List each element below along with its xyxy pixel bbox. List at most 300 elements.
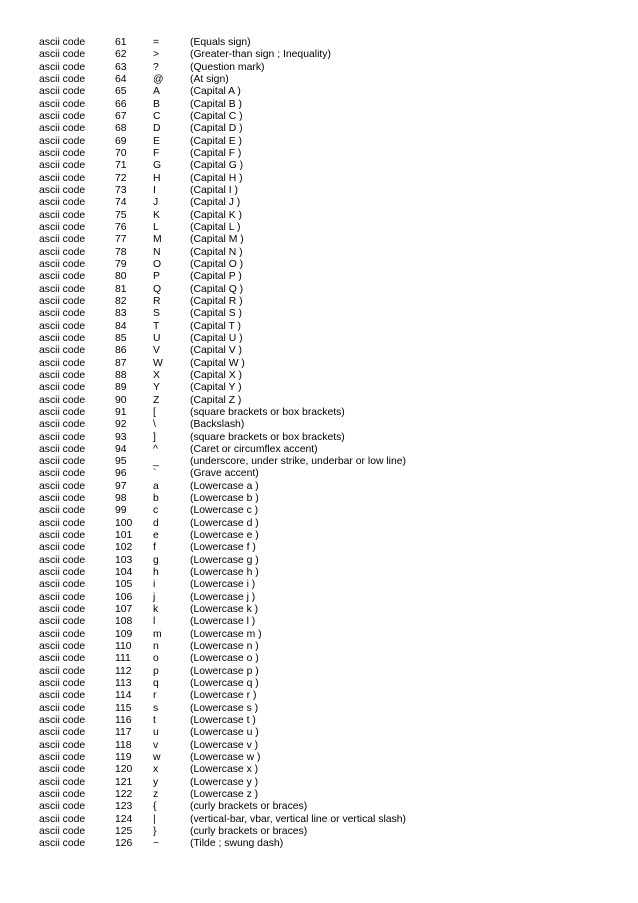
row-label: ascii code (39, 49, 86, 61)
ascii-table (0, 37, 638, 851)
ascii-character: l (153, 616, 156, 628)
row-label: ascii code (39, 258, 86, 270)
table-row (0, 555, 638, 567)
ascii-code-value: 82 (115, 295, 127, 307)
row-label: ascii code (39, 61, 86, 73)
ascii-character: a (153, 480, 159, 492)
table-row (0, 493, 638, 505)
table-row (0, 764, 638, 776)
ascii-character: \ (153, 419, 156, 431)
table-row (0, 604, 638, 616)
table-row (0, 49, 638, 61)
ascii-code-value: 123 (115, 801, 133, 813)
table-row (0, 752, 638, 764)
ascii-character: ~ (153, 838, 160, 850)
ascii-character: O (153, 258, 162, 270)
table-row (0, 579, 638, 591)
table-row (0, 678, 638, 690)
row-label: ascii code (39, 665, 86, 677)
ascii-character: j (153, 591, 156, 603)
ascii-character: ^ (153, 443, 158, 455)
character-description: (Capital I ) (190, 184, 238, 196)
row-label: ascii code (39, 271, 86, 283)
character-description: (Capital C ) (190, 110, 243, 122)
table-row (0, 592, 638, 604)
ascii-code-value: 115 (115, 702, 132, 714)
table-row (0, 530, 638, 542)
ascii-character: P (153, 271, 160, 283)
ascii-code-value: 108 (115, 616, 133, 628)
character-description: (Capital X ) (190, 369, 242, 381)
ascii-code-value: 111 (115, 653, 131, 665)
table-row (0, 518, 638, 530)
ascii-code-value: 87 (115, 357, 127, 369)
ascii-character: f (153, 542, 156, 554)
ascii-character: y (153, 776, 159, 788)
table-row (0, 271, 638, 283)
ascii-character: | (153, 813, 156, 825)
row-label: ascii code (39, 653, 86, 665)
ascii-character: o (153, 653, 159, 665)
character-description: (Capital W ) (190, 357, 245, 369)
table-row (0, 99, 638, 111)
table-row (0, 838, 638, 850)
character-description: (Lowercase d ) (190, 517, 259, 529)
row-label: ascii code (39, 554, 86, 566)
ascii-character: w (153, 752, 161, 764)
ascii-character: S (153, 308, 160, 320)
ascii-character: q (153, 678, 159, 690)
ascii-code-value: 124 (115, 813, 133, 825)
row-label: ascii code (39, 690, 86, 702)
ascii-code-value: 85 (115, 332, 127, 344)
row-label: ascii code (39, 838, 86, 850)
table-row (0, 777, 638, 789)
ascii-character: n (153, 641, 159, 653)
ascii-character: { (153, 801, 157, 813)
table-row (0, 641, 638, 653)
character-description: (Question mark) (190, 61, 265, 73)
ascii-character: t (153, 715, 156, 727)
table-row (0, 727, 638, 739)
row-label: ascii code (39, 801, 86, 813)
table-row (0, 789, 638, 801)
row-label: ascii code (39, 37, 86, 48)
table-row (0, 456, 638, 468)
ascii-code-value: 106 (115, 591, 133, 603)
character-description: (Lowercase e ) (190, 530, 259, 542)
table-row (0, 308, 638, 320)
table-row (0, 222, 638, 234)
row-label: ascii code (39, 110, 86, 122)
ascii-character: Z (153, 394, 160, 406)
character-description: (Capital H ) (190, 172, 243, 184)
character-description: (Capital K ) (190, 209, 242, 221)
ascii-code-value: 119 (115, 752, 132, 764)
ascii-character: J (153, 197, 159, 209)
row-label: ascii code (39, 209, 86, 221)
table-row (0, 136, 638, 148)
row-label: ascii code (39, 221, 86, 233)
table-row (0, 481, 638, 493)
character-description: (Lowercase g ) (190, 554, 259, 566)
character-description: (Lowercase z ) (190, 789, 259, 801)
ascii-code-value: 72 (115, 172, 127, 184)
character-description: (curly brackets or braces) (190, 801, 308, 813)
row-label: ascii code (39, 456, 86, 468)
character-description: (Lowercase h ) (190, 567, 259, 579)
ascii-character: F (153, 147, 160, 159)
ascii-code-value: 98 (115, 493, 127, 505)
row-label: ascii code (39, 246, 86, 258)
ascii-code-value: 117 (115, 727, 132, 739)
row-label: ascii code (39, 86, 86, 98)
ascii-character: U (153, 332, 161, 344)
ascii-character: H (153, 172, 161, 184)
ascii-character: D (153, 123, 161, 135)
row-label: ascii code (39, 530, 86, 542)
ascii-character: ? (153, 61, 159, 73)
table-row (0, 407, 638, 419)
character-description: (Backslash) (190, 419, 245, 431)
ascii-character: V (153, 345, 160, 357)
ascii-code-value: 125 (115, 826, 133, 837)
table-row (0, 468, 638, 480)
character-description: (Equals sign) (190, 37, 251, 48)
table-row (0, 690, 638, 702)
character-description: (Lowercase l ) (190, 616, 256, 628)
table-row (0, 86, 638, 98)
row-label: ascii code (39, 172, 86, 184)
character-description: (Capital A ) (190, 86, 241, 98)
character-description: (Caret or circumflex accent) (190, 443, 318, 455)
ascii-character: s (153, 702, 159, 714)
row-label: ascii code (39, 727, 86, 739)
character-description: (Lowercase u ) (190, 727, 259, 739)
ascii-code-value: 74 (115, 197, 127, 209)
ascii-code-value: 122 (115, 789, 133, 801)
row-label: ascii code (39, 123, 86, 135)
ascii-code-value: 62 (115, 49, 127, 61)
table-row (0, 666, 638, 678)
character-description: (Lowercase k ) (190, 604, 259, 616)
character-description: (Lowercase c ) (190, 505, 259, 517)
character-description: (At sign) (190, 73, 229, 85)
ascii-character: p (153, 665, 159, 677)
ascii-code-value: 90 (115, 394, 127, 406)
table-row (0, 345, 638, 357)
ascii-character: d (153, 517, 159, 529)
table-row (0, 37, 638, 49)
ascii-character: E (153, 135, 160, 147)
character-description: (Capital P ) (190, 271, 242, 283)
ascii-code-value: 77 (115, 234, 127, 246)
character-description: (curly brackets or braces) (190, 826, 308, 837)
row-label: ascii code (39, 789, 86, 801)
ascii-character: @ (153, 73, 164, 85)
table-row (0, 123, 638, 135)
table-row (0, 444, 638, 456)
ascii-code-value: 61 (115, 37, 127, 48)
row-label: ascii code (39, 320, 86, 332)
ascii-character: R (153, 295, 161, 307)
row-label: ascii code (39, 197, 86, 209)
row-label: ascii code (39, 715, 86, 727)
character-description: (Capital T ) (190, 320, 242, 332)
ascii-code-value: 99 (115, 505, 127, 517)
character-description: (Lowercase x ) (190, 764, 259, 776)
table-row (0, 284, 638, 296)
table-row (0, 629, 638, 641)
character-description: (Capital E ) (190, 135, 242, 147)
ascii-code-value: 83 (115, 308, 127, 320)
ascii-code-value: 78 (115, 246, 127, 258)
ascii-character: = (153, 37, 160, 48)
table-row (0, 197, 638, 209)
ascii-code-value: 114 (115, 690, 132, 702)
ascii-character: C (153, 110, 161, 122)
ascii-character: I (153, 184, 156, 196)
ascii-character: v (153, 739, 159, 751)
ascii-character: X (153, 369, 160, 381)
character-description: (Capital Q ) (190, 283, 244, 295)
ascii-code-value: 68 (115, 123, 127, 135)
ascii-code-value: 104 (115, 567, 133, 579)
character-description: (Greater-than sign ; Inequality) (190, 49, 331, 61)
row-label: ascii code (39, 579, 86, 591)
character-description: (Lowercase s ) (190, 702, 259, 714)
table-row (0, 505, 638, 517)
ascii-character: c (153, 505, 159, 517)
ascii-character: b (153, 493, 159, 505)
table-row (0, 419, 638, 431)
character-description: (Lowercase t ) (190, 715, 256, 727)
ascii-character: u (153, 727, 159, 739)
character-description: (Capital N ) (190, 246, 243, 258)
character-description: (Capital R ) (190, 295, 243, 307)
table-row (0, 62, 638, 74)
table-row (0, 148, 638, 160)
table-row (0, 259, 638, 271)
ascii-character: N (153, 246, 161, 258)
ascii-code-value: 96 (115, 468, 127, 480)
ascii-character: r (153, 690, 157, 702)
character-description: (Lowercase w ) (190, 752, 261, 764)
ascii-character: W (153, 357, 163, 369)
row-label: ascii code (39, 739, 86, 751)
character-description: (Lowercase q ) (190, 678, 259, 690)
row-label: ascii code (39, 332, 86, 344)
table-row (0, 542, 638, 554)
row-label: ascii code (39, 406, 86, 418)
ascii-code-value: 81 (115, 283, 127, 295)
ascii-code-value: 101 (115, 530, 133, 542)
row-label: ascii code (39, 295, 86, 307)
ascii-character: e (153, 530, 159, 542)
ascii-code-value: 75 (115, 209, 127, 221)
row-label: ascii code (39, 369, 86, 381)
table-row (0, 247, 638, 259)
ascii-code-value: 84 (115, 320, 127, 332)
ascii-code-value: 110 (115, 641, 132, 653)
table-row (0, 333, 638, 345)
character-description: (Lowercase p ) (190, 665, 259, 677)
ascii-character: T (153, 320, 160, 332)
character-description: (Lowercase n ) (190, 641, 259, 653)
ascii-code-value: 91 (115, 406, 127, 418)
ascii-code-value: 93 (115, 431, 127, 443)
ascii-character: [ (153, 406, 156, 418)
table-row (0, 395, 638, 407)
ascii-character: i (153, 579, 156, 591)
table-row (0, 74, 638, 86)
character-description: (Lowercase i ) (190, 579, 256, 591)
character-description: (Capital L ) (190, 221, 241, 233)
row-label: ascii code (39, 357, 86, 369)
table-row (0, 173, 638, 185)
row-label: ascii code (39, 591, 86, 603)
ascii-character: K (153, 209, 160, 221)
character-description: (Capital U ) (190, 332, 243, 344)
character-description: (Capital B ) (190, 98, 242, 110)
table-row (0, 370, 638, 382)
row-label: ascii code (39, 184, 86, 196)
character-description: (Lowercase f ) (190, 542, 256, 554)
row-label: ascii code (39, 419, 86, 431)
row-label: ascii code (39, 98, 86, 110)
ascii-code-value: 88 (115, 369, 127, 381)
character-description: (Lowercase y ) (190, 776, 259, 788)
row-label: ascii code (39, 382, 86, 394)
table-row (0, 382, 638, 394)
ascii-code-value: 89 (115, 382, 127, 394)
table-row (0, 703, 638, 715)
ascii-code-value: 102 (115, 542, 133, 554)
table-row (0, 567, 638, 579)
ascii-code-value: 103 (115, 554, 133, 566)
ascii-character: z (153, 789, 159, 801)
table-row (0, 210, 638, 222)
ascii-code-value: 86 (115, 345, 127, 357)
row-label: ascii code (39, 345, 86, 357)
ascii-code-value: 120 (115, 764, 133, 776)
ascii-code-value: 71 (115, 160, 127, 172)
ascii-character: L (153, 221, 159, 233)
ascii-code-value: 97 (115, 480, 127, 492)
ascii-code-value: 69 (115, 135, 127, 147)
ascii-code-value: 65 (115, 86, 127, 98)
table-row (0, 185, 638, 197)
character-description: (Tilde ; swung dash) (190, 838, 284, 850)
ascii-character: Q (153, 283, 162, 295)
row-label: ascii code (39, 702, 86, 714)
table-row (0, 358, 638, 370)
ascii-character: k (153, 604, 159, 616)
ascii-code-value: 70 (115, 147, 127, 159)
ascii-code-value: 63 (115, 61, 127, 73)
ascii-code-value: 126 (115, 838, 133, 850)
row-label: ascii code (39, 480, 86, 492)
ascii-code-value: 66 (115, 98, 127, 110)
character-description: (underscore, under strike, underbar or low line) (190, 456, 406, 468)
ascii-character: G (153, 160, 162, 172)
character-description: (Lowercase j ) (190, 591, 256, 603)
row-label: ascii code (39, 160, 86, 172)
row-label: ascii code (39, 443, 86, 455)
ascii-code-value: 100 (115, 517, 133, 529)
ascii-code-value: 112 (115, 665, 132, 677)
row-label: ascii code (39, 542, 86, 554)
ascii-code-value: 109 (115, 628, 133, 640)
row-label: ascii code (39, 813, 86, 825)
ascii-character: g (153, 554, 159, 566)
ascii-code-value: 80 (115, 271, 127, 283)
character-description: (Grave accent) (190, 468, 259, 480)
table-row (0, 715, 638, 727)
ascii-code-value: 64 (115, 73, 127, 85)
ascii-code-value: 116 (115, 715, 132, 727)
character-description: (Capital O ) (190, 258, 244, 270)
row-label: ascii code (39, 135, 86, 147)
ascii-character: B (153, 98, 160, 110)
row-label: ascii code (39, 431, 86, 443)
ascii-character: ] (153, 431, 156, 443)
row-label: ascii code (39, 234, 86, 246)
table-row (0, 653, 638, 665)
ascii-code-value: 67 (115, 110, 127, 122)
character-description: (square brackets or box brackets) (190, 406, 345, 418)
character-description: (Capital F ) (190, 147, 242, 159)
ascii-character: Y (153, 382, 160, 394)
row-label: ascii code (39, 628, 86, 640)
row-label: ascii code (39, 283, 86, 295)
table-row (0, 826, 638, 838)
character-description: (Lowercase v ) (190, 739, 259, 751)
table-row (0, 321, 638, 333)
character-description: (Capital Z ) (190, 394, 242, 406)
table-row (0, 160, 638, 172)
ascii-code-value: 105 (115, 579, 133, 591)
character-description: (vertical-bar, vbar, vertical line or vertical slash) (190, 813, 406, 825)
ascii-code-value: 73 (115, 184, 127, 196)
character-description: (Lowercase b ) (190, 493, 259, 505)
character-description: (Capital G ) (190, 160, 244, 172)
row-label: ascii code (39, 567, 86, 579)
character-description: (Capital J ) (190, 197, 241, 209)
ascii-character: h (153, 567, 159, 579)
ascii-character: A (153, 86, 160, 98)
row-label: ascii code (39, 505, 86, 517)
row-label: ascii code (39, 826, 86, 837)
ascii-code-value: 95 (115, 456, 127, 468)
row-label: ascii code (39, 604, 86, 616)
ascii-character: m (153, 628, 162, 640)
ascii-code-value: 118 (115, 739, 132, 751)
character-description: (Lowercase o ) (190, 653, 259, 665)
table-row (0, 616, 638, 628)
row-label: ascii code (39, 394, 86, 406)
ascii-code-value: 107 (115, 604, 133, 616)
ascii-character: > (153, 49, 160, 61)
character-description: (Capital M ) (190, 234, 244, 246)
ascii-code-value: 94 (115, 443, 127, 455)
ascii-code-value: 76 (115, 221, 127, 233)
character-description: (Capital Y ) (190, 382, 242, 394)
character-description: (Capital V ) (190, 345, 242, 357)
table-row (0, 814, 638, 826)
row-label: ascii code (39, 73, 86, 85)
table-row (0, 740, 638, 752)
